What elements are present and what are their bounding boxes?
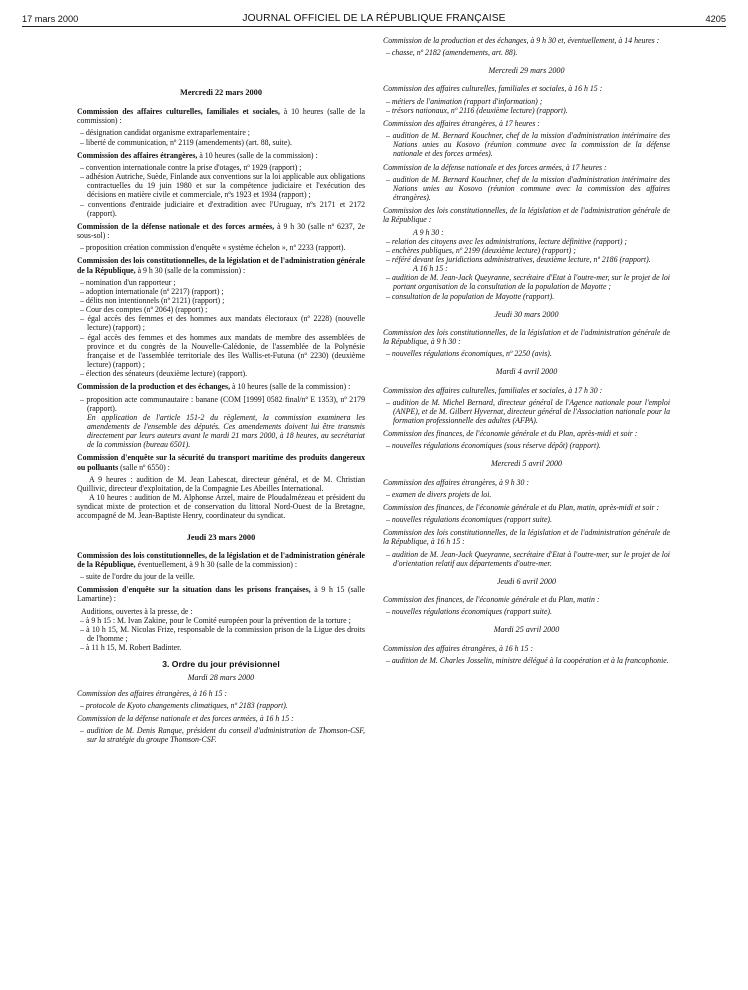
day-heading: Mercredi 22 mars 2000 (180, 88, 262, 97)
agenda-entry (77, 585, 365, 603)
agenda-item: – audition de M. Jean-Jack Queyranne, secrétaire d'Etat à l'outre-mer, sur le projet de loi portant organisation de la consultation de la population de Mayotte ; (386, 273, 670, 292)
agenda-item: – adhésion Autriche, Suède, Finlande aux conventions sur la loi applicable aux obligations contractuelles du 19 juin 1980 et sur la compétence judiciaire et l'exécution des décisions en matière civile et commerciale, nºs 1923 et 1934 (rapport) ; (80, 172, 365, 200)
agenda-paragraph: Auditions, ouvertes à la presse, de : (81, 606, 193, 616)
agenda-item: – consultation de la population de Mayotte (rapport). (386, 291, 555, 301)
entry-heading: Commission d'enquête sur la situation dans les prisons françaises, (77, 585, 311, 595)
agenda-item: – audition de M. Jean-Jack Queyranne, secrétaire d'Etat à l'outre-mer, sur le projet de loi d'orientation relatif aux départements d'outre-mer. (386, 549, 670, 568)
entry-detail: à 9 h 30 (salle nº 6237, 2e sous-sol) : (77, 221, 366, 241)
agenda-note: En application de l'article 151-2 du règlement, la commission examinera les amendements de l'ensemble des députés. Ces amendements doivent lui être transmis directement par leurs auteurs avant le mardi 21 mars 2000, à 18 heures, au secrétariat de la commission (bureau 6501). (87, 412, 365, 450)
agenda-item: – chasse, nº 2182 (amendements, art. 88). (386, 48, 518, 58)
entry-heading: Commission des affaires culturelles, familiales et sociales, (77, 107, 280, 117)
agenda-item: – examen de divers projets de loi. (386, 489, 492, 499)
agenda-item: – audition de M. Michel Bernard, directeur général de l'Agence nationale pour l'emploi (ANPE), et de M. Gilbert Hyvernat, directeur général de l'Association nationale pour la formation professionnelle des adultes (AFPA). (386, 397, 670, 425)
agenda-entry: Commission de la défense nationale et des forces armées, à 17 heures : (383, 162, 607, 172)
agenda-item: – liberté de communication, nº 2119 (amendements) (art. 88, suite). (80, 137, 292, 147)
agenda-entry: Commission des finances, de l'économie générale et du Plan, matin : (383, 595, 600, 605)
agenda-item: – audition de M. Bernard Kouchner, chef de la mission d'administration intérimaire des Nations unies au Kosovo (réunion commune avec la commission des affaires étrangères). (386, 174, 670, 203)
agenda-item: – égal accès des femmes et des hommes aux mandats électoraux (nº 2228) (nouvelle lecture) (rapport) ; (80, 314, 365, 333)
section-heading: 3. Ordre du jour prévisionnel (162, 659, 280, 670)
agenda-item: – délits non intentionnels (nº 2121) (rapport) ; (80, 295, 225, 305)
day-heading: Mercredi 5 avril 2000 (490, 459, 563, 469)
left-column (77, 36, 365, 744)
day-heading: Mardi 28 mars 2000 (187, 673, 255, 683)
agenda-paragraph: A 10 heures : audition de M. Alphonse Arzel, maire de Ploudalmézeau et président du syndicat mixte de protection et de conservation du littoral Nord-Ouest de la Bretagne, accompagné de M. Jean-Baptiste Henry, coordinateur du syndicat. (77, 493, 365, 521)
agenda-entry (77, 551, 365, 569)
agenda-item: – désignation candidat organisme extraparlementaire ; (80, 128, 250, 138)
agenda-entry (77, 151, 365, 160)
entry-detail: à 9 h 30 (salle de la commission) : (135, 265, 246, 275)
agenda-item: – métiers de l'animation (rapport d'information) ; (386, 96, 543, 106)
agenda-item: – à 11 h 15, M. Robert Badinter. (80, 643, 182, 653)
agenda-item: – conventions d'entraide judiciaire et d'extradition avec l'Uruguay, nºs 2171 et 2172 (rapport). (80, 199, 365, 218)
agenda-item: – élection des sénateurs (deuxième lecture) (rapport). (80, 369, 248, 379)
agenda-item: – nouvelles régulations économiques, nº 2250 (avis). (386, 349, 552, 359)
day-heading: Mardi 25 avril 2000 (493, 625, 560, 635)
agenda-entry: Commission des affaires étrangères, à 16 h 15 : (77, 688, 227, 698)
agenda-item: – à 10 h 15, M. Nicolas Frize, responsable de la commission prison de la Ligue des droits de l'homme ; (80, 624, 365, 643)
agenda-entry: Commission des lois constitutionnelles, de la législation et de l'administration générale de la République : (383, 206, 670, 225)
agenda-entry: Commission des affaires étrangères, à 17 heures : (383, 118, 540, 128)
agenda-entry: Commission des affaires étrangères, à 9 h 30 : (383, 477, 530, 487)
day-heading: Jeudi 30 mars 2000 (494, 309, 559, 319)
agenda-entry: Commission de la production et des échanges, à 9 h 30 et, éventuellement, à 14 heures : (383, 36, 660, 45)
agenda-item: – nomination d'un rapporteur ; (80, 277, 176, 287)
agenda-item: – audition de M. Denis Ranque, président du conseil d'administration de Thomson-CSF, sur la stratégie du groupe Thomson-CSF. (80, 726, 365, 745)
agenda-entry: Commission des lois constitutionnelles, de la législation et de l'administration générale de la République, à 16 h 15 : (383, 528, 670, 547)
agenda-entry (77, 107, 365, 125)
agenda-item: – protocole de Kyoto changements climatiques, nº 2183 (rapport). (80, 700, 288, 710)
agenda-item: – nouvelles régulations économiques (rapport suite). (386, 515, 553, 525)
agenda-item: – suite de l'ordre du jour de la veille. (80, 572, 195, 582)
page-header (22, 4, 726, 27)
day-heading: Jeudi 23 mars 2000 (186, 532, 256, 542)
entry-heading: Commission des affaires étrangères, (77, 150, 198, 160)
header-date: 17 mars 2000 (22, 14, 79, 24)
agenda-item: – égal accès des femmes et des hommes aux mandats de membre des assemblées de province et du congrès de la Nouvelle-Calédonie, de l'assemblée de la Polynésie française et de l'assemblée territoriale des îles Wallis-et-Futuna (nº 2230) (deuxième lecture) (rapport) ; (80, 332, 365, 370)
agenda-item: – trésors nationaux, nº 2116 (deuxième lecture) (rapport). (386, 105, 568, 115)
agenda-entry (77, 453, 365, 471)
agenda-entry (77, 382, 365, 391)
entry-detail: à 10 heures (salle de la commission) : (197, 150, 318, 160)
agenda-item: – proposition création commission d'enquête « système échelon », nº 2233 (rapport). (80, 243, 346, 253)
agenda-entry: Commission de la défense nationale et des forces armées, à 16 h 15 : (77, 713, 294, 723)
day-heading: Jeudi 6 avril 2000 (496, 576, 557, 586)
agenda-entry: Commission des finances, de l'économie générale et du Plan, après-midi et soir : (383, 429, 638, 439)
agenda-item: – audition de M. Charles Josselin, ministre délégué à la coopération et à la francophonie. (386, 655, 669, 665)
entry-detail: éventuellement, à 9 h 30 (salle de la commission) : (135, 559, 298, 569)
entry-detail: à 10 heures (salle de la commission) : (77, 107, 365, 126)
day-heading: Mardi 4 avril 2000 (495, 367, 558, 377)
agenda-paragraph: A 9 heures : audition de M. Jean Labescat, directeur général, et de M. Christian Quillivic, directeur d'exploitation, de la Compagnie Les Abeilles International. (77, 474, 365, 493)
agenda-item: – audition de M. Bernard Kouchner, chef de la mission d'administration intérimaire des Nations unies au Kosovo (réunion commune avec la commission de la défense nationale et des forces armées). (386, 131, 670, 159)
agenda-item: – Cour des comptes (nº 2064) (rapport) ; (80, 305, 208, 315)
time-label: A 16 h 15 : (413, 264, 448, 274)
agenda-item: – relation des citoyens avec les administrations, lecture définitive (rapport) ; (386, 236, 627, 246)
entry-detail: à 9 h 15 (salle Lamartine) : (77, 585, 365, 604)
day-heading: Mercredi 29 mars 2000 (488, 66, 565, 76)
agenda-item: – enchères publiques, nº 2199 (deuxième lecture) (rapport) ; (386, 245, 576, 255)
entry-heading: Commission des lois constitutionnelles, de la législation et de l'administration générale de la République, (77, 550, 365, 569)
entry-detail: (salle nº 6550) : (118, 462, 170, 472)
entry-heading: Commission de la production et des échanges, (77, 382, 231, 392)
page-number: 4205 (705, 14, 726, 24)
agenda-item: – référé devant les juridictions administratives, deuxième lecture, nº 2186 (rapport). (386, 254, 651, 264)
entry-detail: à 10 heures (salle de la commission) : (230, 382, 351, 392)
agenda-item: – nouvelles régulations économiques (sous réserve dépôt) (rapport). (386, 441, 601, 451)
journal-title: JOURNAL OFFICIEL DE LA RÉPUBLIQUE FRANÇAISE (242, 13, 506, 24)
agenda-entry: Commission des affaires étrangères, à 16 h 15 : (383, 643, 533, 653)
right-column (383, 36, 670, 665)
agenda-item: – convention internationale contre la prise d'otages, nº 1929 (rapport) ; (80, 162, 302, 172)
agenda-item: – proposition acte communautaire : banane (COM [1999] 0582 final/nº E 1353), nº 2179 (rapport). (80, 394, 365, 413)
agenda-entry (77, 222, 365, 240)
agenda-item: – adoption internationale (nº 2217) (rapport) ; (80, 286, 224, 296)
entry-heading: Commission de la défense nationale et des forces armées, (77, 221, 275, 231)
agenda-entry: Commission des finances, de l'économie générale et du Plan, matin, après-midi et soir : (383, 502, 660, 512)
agenda-entry (77, 256, 365, 274)
entry-heading: Commission des lois constitutionnelles, de la législation et de l'administration générale de la République, (77, 256, 365, 275)
agenda-entry: Commission des affaires culturelles, familiales et sociales, à 17 h 30 : (383, 385, 603, 395)
time-label: A 9 h 30 : (413, 227, 444, 237)
agenda-item: – nouvelles régulations économiques (rapport suite). (386, 607, 553, 617)
agenda-entry: Commission des lois constitutionnelles, de la législation et de l'administration générale de la République, à 9 h 30 : (383, 327, 670, 347)
agenda-item: – à 9 h 15 : M. Ivan Zakine, pour le Comité européen pour la prévention de la torture ; (80, 615, 351, 625)
entry-heading: Commission d'enquête sur la sécurité du transport maritime des produits dangereux ou polluants (77, 453, 365, 472)
agenda-entry: Commission des affaires culturelles, familiales et sociales, à 16 h 15 : (383, 84, 603, 94)
